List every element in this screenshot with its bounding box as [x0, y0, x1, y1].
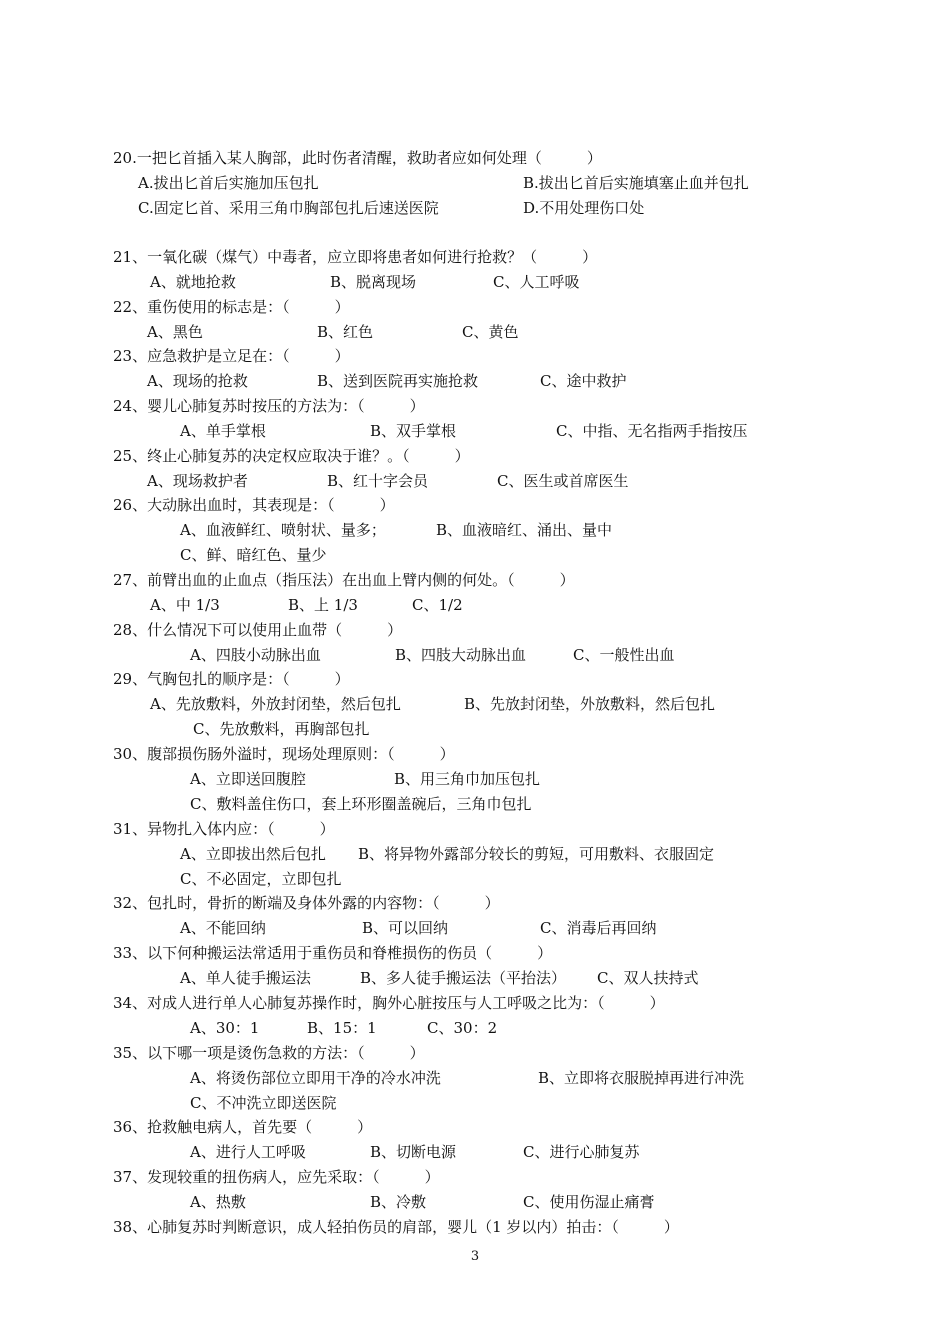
question-31-option-a: A、立即拔出然后包扎 — [180, 845, 326, 863]
question-35-option-c: C、不冲洗立即送医院 — [190, 1094, 337, 1112]
question-21-option-b: B、脱离现场 — [330, 273, 417, 291]
question-28-option-c: C、一般性出血 — [573, 646, 675, 664]
question-24-option-b: B、双手掌根 — [370, 422, 457, 440]
question-38-stem: 38、心肺复苏时判断意识，成人轻拍伤员的肩部，婴儿（1 岁以内）拍击：（ ） — [113, 1218, 679, 1236]
question-26-option-a: A、血液鲜红、喷射状、量多； — [180, 521, 386, 539]
question-26-option-c: C、鲜、暗红色、量少 — [180, 546, 327, 564]
question-37-option-b: B、冷敷 — [370, 1193, 427, 1211]
question-30-option-b: B、用三角巾加压包扎 — [394, 770, 541, 788]
question-23-option-b: B、送到医院再实施抢救 — [317, 372, 479, 390]
question-27-option-b: B、上 1/3 — [288, 596, 358, 614]
question-35-option-b: B、立即将衣服脱掉再进行冲洗 — [538, 1069, 745, 1087]
question-23-stem: 23、应急救护是立足在：（ ） — [113, 347, 350, 365]
question-22-option-b: B、红色 — [317, 323, 374, 341]
question-29-option-a: A、先放敷料，外放封闭垫，然后包扎 — [150, 695, 401, 713]
question-22-option-a: A、黑色 — [147, 323, 203, 341]
question-33-option-a: A、单人徒手搬运法 — [180, 969, 311, 987]
question-20-option-d: D.不用处理伤口处 — [523, 199, 645, 217]
question-34-stem: 34、对成人进行单人心肺复苏操作时，胸外心脏按压与人工呼吸之比为：（ ） — [113, 994, 665, 1012]
question-20-option-c: C.固定匕首、采用三角巾胸部包扎后速送医院 — [138, 199, 439, 217]
question-28-option-a: A、四肢小动脉出血 — [190, 646, 321, 664]
question-24-stem: 24、婴儿心肺复苏时按压的方法为：（ ） — [113, 397, 425, 415]
question-26-stem: 26、大动脉出血时，其表现是：（ ） — [113, 496, 395, 514]
question-22-stem: 22、重伤使用的标志是：（ ） — [113, 298, 350, 316]
question-36-stem: 36、抢救触电病人，首先要（ ） — [113, 1118, 373, 1136]
question-27-option-c: C、1/2 — [412, 596, 463, 614]
question-30-option-c: C、敷料盖住伤口，套上环形圈盖碗后，三角巾包扎 — [190, 795, 532, 813]
question-24-option-c: C、中指、无名指两手指按压 — [556, 422, 748, 440]
question-29-option-c: C、先放敷料，再胸部包扎 — [193, 720, 370, 738]
question-21-stem: 21、一氧化碳（煤气）中毒者，应立即将患者如何进行抢救？（ ） — [113, 248, 598, 266]
page-number: 3 — [470, 1249, 480, 1264]
question-25-stem: 25、终止心肺复苏的决定权应取决于谁？。（ ） — [113, 447, 470, 465]
question-31-option-c: C、不必固定，立即包扎 — [180, 870, 342, 888]
question-22-option-c: C、黄色 — [462, 323, 519, 341]
question-23-option-c: C、途中救护 — [540, 372, 627, 390]
question-33-option-c: C、双人扶持式 — [597, 969, 699, 987]
question-29-stem: 29、气胸包扎的顺序是：（ ） — [113, 670, 350, 688]
question-32-option-b: B、可以回纳 — [362, 919, 449, 937]
question-34-option-b: B、15：1 — [307, 1019, 377, 1037]
question-34-option-c: C、30：2 — [427, 1019, 498, 1037]
question-32-option-a: A、不能回纳 — [180, 919, 266, 937]
question-20-stem: 20.一把匕首插入某人胸部，此时伤者清醒，救助者应如何处理（ ） — [113, 149, 602, 167]
question-34-option-a: A、30：1 — [190, 1019, 260, 1037]
question-25-option-b: B、红十字会员 — [327, 472, 429, 490]
question-30-option-a: A、立即送回腹腔 — [190, 770, 306, 788]
question-31-option-b: B、将异物外露部分较长的剪短，可用敷料、衣服固定 — [358, 845, 715, 863]
question-37-stem: 37、发现较重的扭伤病人，应先采取：（ ） — [113, 1168, 440, 1186]
question-31-stem: 31、异物扎入体内应：（ ） — [113, 820, 335, 838]
question-28-stem: 28、什么情况下可以使用止血带（ ） — [113, 621, 403, 639]
question-36-option-a: A、进行人工呼吸 — [190, 1143, 306, 1161]
question-21-option-c: C、人工呼吸 — [493, 273, 580, 291]
question-32-stem: 32、包扎时，骨折的断端及身体外露的内容物：（ ） — [113, 894, 500, 912]
question-20-option-b: B.拔出匕首后实施填塞止血并包扎 — [523, 174, 749, 192]
question-29-option-b: B、先放封闭垫，外放敷料，然后包扎 — [464, 695, 716, 713]
question-33-stem: 33、以下何种搬运法常适用于重伤员和脊椎损伤的伤员（ ） — [113, 944, 553, 962]
question-37-option-c: C、使用伤湿止痛膏 — [523, 1193, 655, 1211]
question-28-option-b: B、四肢大动脉出血 — [395, 646, 527, 664]
question-26-option-b: B、血液暗红、涌出、量中 — [436, 521, 613, 539]
question-27-stem: 27、前臂出血的止血点（指压法）在出血上臂内侧的何处。（ ） — [113, 571, 575, 589]
question-25-option-c: C、医生或首席医生 — [497, 472, 629, 490]
question-36-option-b: B、切断电源 — [370, 1143, 457, 1161]
question-32-option-c: C、消毒后再回纳 — [540, 919, 657, 937]
question-25-option-a: A、现场救护者 — [147, 472, 248, 490]
question-20-option-a: A.拔出匕首后实施加压包扎 — [138, 174, 319, 192]
question-23-option-a: A、现场的抢救 — [147, 372, 248, 390]
question-30-stem: 30、腹部损伤肠外溢时，现场处理原则：（ ） — [113, 745, 455, 763]
question-35-stem: 35、以下哪一项是烫伤急救的方法：（ ） — [113, 1044, 425, 1062]
question-27-option-a: A、中 1/3 — [150, 596, 220, 614]
question-33-option-b: B、多人徒手搬运法（平抬法） — [360, 969, 567, 987]
question-37-option-a: A、热敷 — [190, 1193, 246, 1211]
question-36-option-c: C、进行心肺复苏 — [523, 1143, 640, 1161]
question-21-option-a: A、就地抢救 — [150, 273, 236, 291]
question-35-option-a: A、将烫伤部位立即用干净的冷水冲洗 — [190, 1069, 441, 1087]
question-24-option-a: A、单手掌根 — [180, 422, 266, 440]
